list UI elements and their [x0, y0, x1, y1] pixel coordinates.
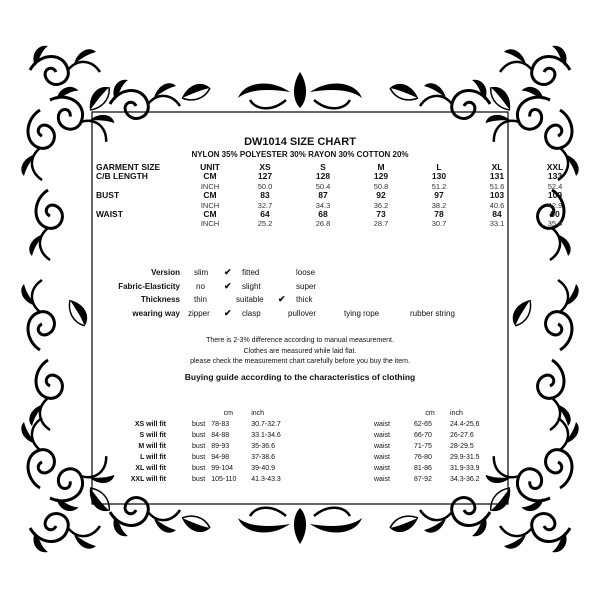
check-icon: ✔: [224, 267, 232, 277]
check-icon: ✔: [224, 307, 232, 318]
bust-guide-header: [100, 408, 311, 419]
cm-range: 62-65: [414, 421, 432, 428]
option-zipper: zipper: [188, 308, 210, 318]
size-l: L: [436, 162, 442, 172]
cell: 90: [550, 209, 560, 220]
option-pullover: pullover: [288, 308, 317, 318]
col-inch: inch: [251, 410, 265, 417]
cell: 51.2: [431, 181, 447, 191]
fit-label: XXL will fit: [130, 476, 166, 483]
cell: 133: [547, 171, 563, 182]
option-thick: thick: [296, 295, 313, 304]
table-row: [100, 474, 311, 485]
cm-range: 81-86: [414, 465, 432, 472]
table-row: [100, 441, 311, 452]
note-line: please check the measurement chart carefully before you buy the item.: [190, 358, 410, 365]
part-label: waist: [374, 454, 390, 461]
unit-inch: INCH: [200, 200, 220, 210]
cell: 127: [257, 171, 273, 182]
part-label: waist: [374, 432, 390, 439]
inch-range: 30.7-32.7: [251, 421, 281, 428]
option-suitable: suitable: [236, 295, 264, 304]
cell: 92: [376, 190, 386, 201]
inch-range: 35-36.6: [251, 443, 275, 450]
cell: 38.2: [431, 200, 447, 210]
cm-range: 84-88: [211, 432, 230, 439]
cm-range: 71-75: [414, 443, 432, 450]
part-label: waist: [374, 421, 390, 428]
cm-range: 87-92: [414, 476, 432, 483]
unit-inch: INCH: [200, 181, 220, 191]
cell: 32.7: [257, 200, 273, 210]
unit-inch: INCH: [200, 219, 220, 229]
row-label: WAIST: [96, 209, 123, 220]
cm-range: 89-93: [211, 443, 230, 450]
inch-range: 31.9-33.9: [450, 465, 480, 472]
option-slim: slim: [194, 268, 209, 277]
table-row: [100, 452, 311, 463]
cell: 109: [547, 190, 563, 201]
table-row: [96, 219, 584, 228]
cell: 129: [373, 171, 389, 182]
cell: 83: [260, 190, 270, 201]
unit-cm: CM: [203, 209, 217, 220]
table-row: [96, 182, 584, 191]
col-cm: cm: [223, 410, 233, 417]
measurement-notes: [0, 336, 600, 368]
row-label: C/B LENGTH: [96, 171, 148, 182]
cell: 40.6: [489, 200, 505, 210]
cell: 87: [318, 190, 328, 201]
table-row: [374, 430, 510, 441]
table-row: [96, 172, 584, 181]
cell: 131: [489, 171, 505, 182]
bust-guide-table: [100, 408, 311, 485]
inch-range: 33.1-34.6: [251, 432, 281, 439]
cell: 51.6: [489, 181, 505, 191]
buying-guide-title: Buying guide according to the characteristics of clothing: [184, 372, 416, 382]
col-inch: inch: [450, 410, 463, 417]
table-row: [100, 463, 311, 474]
size-xs: XS: [259, 162, 271, 172]
fit-label: L will fit: [140, 454, 166, 461]
inch-range: 41.3-43.3: [251, 476, 281, 483]
check-icon: ✔: [278, 294, 286, 304]
inch-range: 34.3-36.2: [450, 476, 480, 483]
chart-title: DW1014 SIZE CHART: [244, 136, 356, 148]
option-loose: loose: [296, 268, 316, 277]
attribute-label: Thickness: [140, 295, 180, 304]
cell: 68: [318, 209, 328, 220]
cell: 97: [434, 190, 444, 201]
cm-range: 76-80: [414, 454, 432, 461]
attribute-thickness: [100, 293, 500, 307]
option-thin: thin: [194, 295, 207, 304]
size-m: M: [377, 162, 385, 172]
waist-guide-header: [374, 408, 510, 419]
cell: 103: [489, 190, 505, 201]
cell: 25.2: [257, 219, 273, 229]
cm-range: 94-98: [211, 454, 230, 461]
cell: 50.8: [373, 181, 389, 191]
size-table: [96, 163, 584, 229]
cell: 64: [260, 209, 270, 220]
attribute-wearing-way: [100, 307, 500, 321]
cell: 128: [315, 171, 331, 182]
note-line: Clothes are measured while laid flat.: [243, 347, 357, 355]
waist-guide-table: [374, 408, 510, 485]
cell: 28.7: [373, 219, 389, 229]
inch-range: 39-40.9: [251, 465, 275, 472]
inch-range: 28-29.5: [450, 443, 474, 450]
cell: 30.7: [431, 219, 447, 229]
fit-label: M will fit: [138, 443, 166, 450]
cell: 52.4: [547, 181, 563, 191]
note-line: There is 2-3% difference according to manual measurement.: [206, 337, 394, 344]
part-label: bust: [192, 454, 206, 461]
part-label: bust: [192, 421, 206, 428]
inch-range: 29.9-31.5: [450, 454, 480, 461]
fit-label: XS will fit: [134, 421, 166, 428]
cm-range: 105-110: [211, 476, 237, 483]
part-label: bust: [192, 443, 206, 450]
unit-cm: CM: [203, 190, 217, 201]
header-label: GARMENT SIZE: [96, 162, 161, 172]
fit-label: XL will fit: [135, 465, 166, 472]
option-fitted: fitted: [242, 268, 260, 277]
cm-range: 99-104: [211, 465, 234, 472]
attributes-section: [100, 266, 500, 320]
table-row: [374, 441, 510, 452]
part-label: waist: [374, 476, 390, 483]
cell: 84: [492, 209, 502, 220]
option-tying-rope: tying rope: [344, 308, 380, 318]
table-row: [100, 419, 311, 430]
cell: 73: [376, 209, 386, 220]
row-label: BUST: [96, 190, 120, 201]
option-clasp: clasp: [242, 308, 261, 318]
option-slight: slight: [242, 281, 261, 291]
material-composition: NYLON 35% POLYESTER 30% RAYON 30% COTTON 20%: [191, 150, 409, 159]
table-row: [96, 201, 584, 210]
cell: 34.3: [315, 200, 331, 210]
cell: 26.8: [315, 219, 331, 229]
attribute-version: [100, 266, 500, 280]
size-s: S: [320, 162, 326, 172]
table-row: [374, 463, 510, 474]
check-icon: ✔: [224, 280, 232, 291]
cell: 35.4: [547, 219, 563, 229]
attribute-label: Fabric-Elasticity: [118, 281, 180, 291]
attribute-fabric-elasticity: [100, 280, 500, 294]
part-label: bust: [192, 465, 206, 472]
option-super: super: [296, 281, 317, 291]
header-unit: UNIT: [200, 162, 220, 172]
col-cm: cm: [425, 410, 435, 417]
table-row: [374, 452, 510, 463]
inch-range: 37-38.6: [251, 454, 275, 461]
part-label: bust: [192, 476, 206, 483]
attribute-label: Version: [151, 268, 180, 277]
cm-range: 78-83: [211, 421, 230, 428]
size-xxl: XXL: [546, 162, 564, 172]
table-row: [374, 474, 510, 485]
table-row: [100, 430, 311, 441]
unit-cm: CM: [203, 171, 217, 182]
cell: 78: [434, 209, 444, 220]
cell: 130: [431, 171, 447, 182]
size-table-header: [96, 163, 584, 172]
inch-range: 26-27.6: [450, 432, 474, 439]
part-label: waist: [374, 465, 390, 472]
size-xl: XL: [491, 162, 503, 172]
part-label: waist: [374, 443, 390, 450]
cell: 50.0: [257, 181, 273, 191]
table-row: [374, 419, 510, 430]
option-no: no: [196, 281, 205, 291]
cm-range: 66-70: [414, 432, 432, 439]
option-rubber-string: rubber string: [410, 308, 455, 318]
part-label: bust: [192, 432, 206, 439]
cell: 50.4: [315, 181, 331, 191]
table-row: [96, 210, 584, 219]
cell: 36.2: [373, 200, 389, 210]
cell: 42.9: [547, 200, 563, 210]
fit-label: S will fit: [139, 432, 166, 439]
table-row: [96, 191, 584, 200]
inch-range: 24.4-25.6: [450, 421, 480, 428]
attribute-label: wearing way: [132, 308, 180, 318]
cell: 33.1: [489, 219, 505, 229]
